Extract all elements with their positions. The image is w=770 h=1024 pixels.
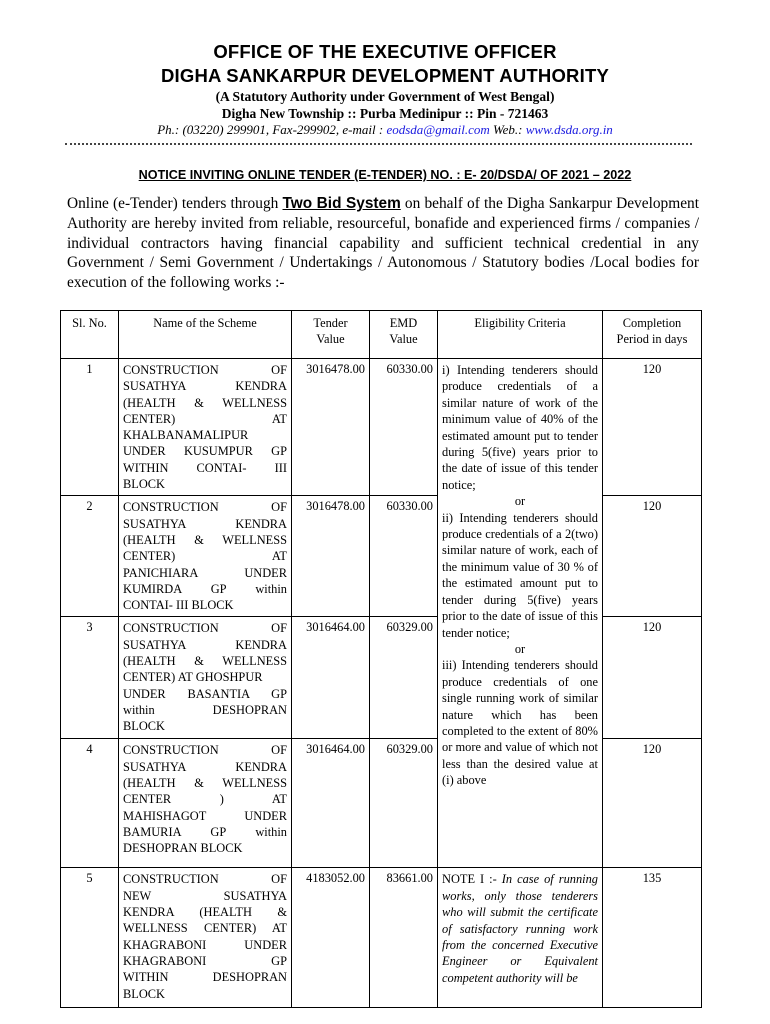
scheme-line: (HEALTH & WELLNESS xyxy=(123,395,287,410)
scheme-line: CONSTRUCTION OF xyxy=(123,500,287,515)
row-sl-no: 5 xyxy=(61,868,119,1008)
email-link[interactable]: eodsda@gmail.com xyxy=(386,122,490,137)
row-emd-value: 60329.00 xyxy=(370,739,438,868)
scheme-line: CONTAI- III BLOCK xyxy=(123,598,234,613)
scheme-line: BLOCK xyxy=(123,986,165,1001)
scheme-line: KHAGRABONI GP xyxy=(123,953,287,968)
header-completion: Completion Period in days xyxy=(603,311,702,359)
address-line: Digha New Township :: Purba Medinipur :: Pin - 721463 xyxy=(221,106,549,121)
scheme-line: PANICHIARA UNDER xyxy=(123,565,287,580)
scheme-line: DESHOPRAN BLOCK xyxy=(123,841,243,856)
authority-title: DIGHA SANKARPUR DEVELOPMENT AUTHORITY xyxy=(161,65,609,86)
scheme-line: (HEALTH & WELLNESS xyxy=(123,776,287,791)
row-scheme xyxy=(119,868,292,1008)
row-emd-value: 60329.00 xyxy=(370,617,438,739)
scheme-line: SUSATHYA KENDRA xyxy=(123,637,287,652)
table-row xyxy=(61,359,702,496)
row-emd-value: 60330.00 xyxy=(370,359,438,496)
scheme-line: CONSTRUCTION OF xyxy=(123,363,287,377)
row-emd-value: 83661.00 xyxy=(370,868,438,1008)
eligibility-criteria xyxy=(438,359,603,868)
row-tender-value: 3016478.00 xyxy=(292,496,370,617)
eligibility-ii: ii) Intending tenderers should produce credentials of a 2(two) similar nature of work, each of the minimum value of 30 % of the estimated amount put to tender during 5(five) years prior to the date of issue of this tender notice; xyxy=(442,510,598,640)
scheme-line: MAHISHAGOT UNDER xyxy=(123,808,287,823)
scheme-line: KHAGRABONI UNDER xyxy=(123,937,287,952)
row-completion-days: 120 xyxy=(603,496,702,617)
statutory-line: (A Statutory Authority under Government of West Bengal) xyxy=(215,89,555,104)
scheme-line: SUSATHYA KENDRA xyxy=(123,759,287,774)
scheme-line: CONSTRUCTION OF xyxy=(123,872,287,887)
row-tender-value: 3016464.00 xyxy=(292,739,370,868)
scheme-line: CENTER) AT xyxy=(123,411,287,426)
eligibility-iii: iii) Intending tenderers should produce credentials of one single running work of similar nature which has been completed to the extent of 80% or more and value of which not less than the desired value at (i) above xyxy=(442,658,598,788)
row-sl-no: 3 xyxy=(61,617,119,739)
scheme-line: (HEALTH & WELLNESS xyxy=(123,532,287,547)
intro-text-start: Online (e-Tender) tenders through xyxy=(67,195,283,212)
header-emd-value: EMD Value xyxy=(370,311,438,359)
scheme-line: (HEALTH & WELLNESS xyxy=(123,654,287,669)
header-scheme: Name of the Scheme xyxy=(119,311,292,359)
row-tender-value: 4183052.00 xyxy=(292,868,370,1008)
note-lead: NOTE I :- xyxy=(442,872,502,887)
header-eligibility: Eligibility Criteria xyxy=(438,311,603,359)
row-scheme xyxy=(119,739,292,868)
scheme-line: KENDRA (HEALTH & xyxy=(123,905,287,920)
row-sl-no: 4 xyxy=(61,739,119,868)
eligibility-i: i) Intending tenderers should produce credentials of a similar nature of work of the minimum value of 40% of the estimated amount put to tender during 5(five) years prior to the date of issue of this tender notice; xyxy=(442,363,598,492)
eligibility-or: or xyxy=(514,641,526,656)
row-sl-no: 2 xyxy=(61,496,119,617)
scheme-line: NEW SUSATHYA xyxy=(123,888,287,903)
office-title: OFFICE OF THE EXECUTIVE OFFICER xyxy=(213,41,557,62)
scheme-line: WITHIN DESHOPRAN xyxy=(123,970,287,985)
eligibility-note xyxy=(438,868,603,1008)
scheme-line: KHALBANAMALIPUR xyxy=(123,428,249,443)
contact-prefix: Ph.: (03220) 299901, Fax-299902, e-mail : xyxy=(157,122,387,137)
row-completion-days: 135 xyxy=(603,868,702,1008)
scheme-line: CENTER ) AT xyxy=(123,792,287,807)
table-row xyxy=(61,868,702,1008)
scheme-line: CONSTRUCTION OF xyxy=(123,621,287,636)
row-completion-days: 120 xyxy=(603,739,702,868)
header-sl-no: Sl. No. xyxy=(61,311,119,359)
table-row xyxy=(61,496,702,617)
intro-paragraph xyxy=(67,194,699,293)
header-tender-value: Tender Value xyxy=(292,311,370,359)
table-header-row xyxy=(61,311,702,359)
note-text: In case of running works, only those tenderers who will submit the certificate of satisfactory running work from the concerned Executive Engineer or Equivalent competent authority will be xyxy=(442,872,598,985)
scheme-line: BLOCK xyxy=(123,477,165,492)
scheme-line: within DESHOPRAN xyxy=(123,702,287,717)
scheme-line: WITHIN CONTAI- III xyxy=(123,460,287,475)
row-sl-no: 1 xyxy=(61,359,119,496)
row-scheme xyxy=(119,617,292,739)
scheme-line: UNDER KUSUMPUR GP xyxy=(123,444,287,459)
scheme-line: CENTER) AT xyxy=(123,549,287,564)
contact-line xyxy=(0,122,770,138)
scheme-line: BAMURIA GP within xyxy=(123,824,287,839)
table-row xyxy=(61,617,702,739)
row-scheme xyxy=(119,496,292,617)
row-completion-days: 120 xyxy=(603,617,702,739)
scheme-line: WELLNESS CENTER) AT xyxy=(123,921,287,936)
scheme-line: CONSTRUCTION OF xyxy=(123,743,287,758)
row-scheme xyxy=(119,359,292,496)
scheme-line: CENTER) AT GHOSHPUR xyxy=(123,670,263,685)
scheme-line: SUSATHYA KENDRA xyxy=(123,516,287,531)
scheme-line: KUMIRDA GP within xyxy=(123,581,287,596)
eligibility-or: or xyxy=(514,494,526,509)
row-tender-value: 3016464.00 xyxy=(292,617,370,739)
notice-title: NOTICE INVITING ONLINE TENDER (E-TENDER) NO. : E- 20/DSDA/ OF 2021 – 2022 xyxy=(138,168,632,182)
row-emd-value: 60330.00 xyxy=(370,496,438,617)
tender-table xyxy=(60,310,702,1008)
web-prefix: Web.: xyxy=(489,122,526,137)
row-tender-value: 3016478.00 xyxy=(292,359,370,496)
table-row xyxy=(61,739,702,868)
two-bid-system: Two Bid System xyxy=(282,195,401,212)
website-link[interactable]: www.dsda.org.in xyxy=(525,122,613,137)
scheme-line: UNDER BASANTIA GP xyxy=(123,686,287,701)
scheme-line: SUSATHYA KENDRA xyxy=(123,379,287,394)
row-completion-days: 120 xyxy=(603,359,702,496)
scheme-line: BLOCK xyxy=(123,719,165,734)
intro-text-end: on behalf of the Digha Sankarpur Development Authority are hereby invited from reliable, resourceful, bonafide and experienced firms / companies / individual contractors having financial capability and sufficient technical credential in any Government / Semi Government / Undertakings / Autonomous / Statutory bodies /Local bodies for execution of the following works :- xyxy=(67,195,700,292)
dotted-divider xyxy=(65,143,692,145)
